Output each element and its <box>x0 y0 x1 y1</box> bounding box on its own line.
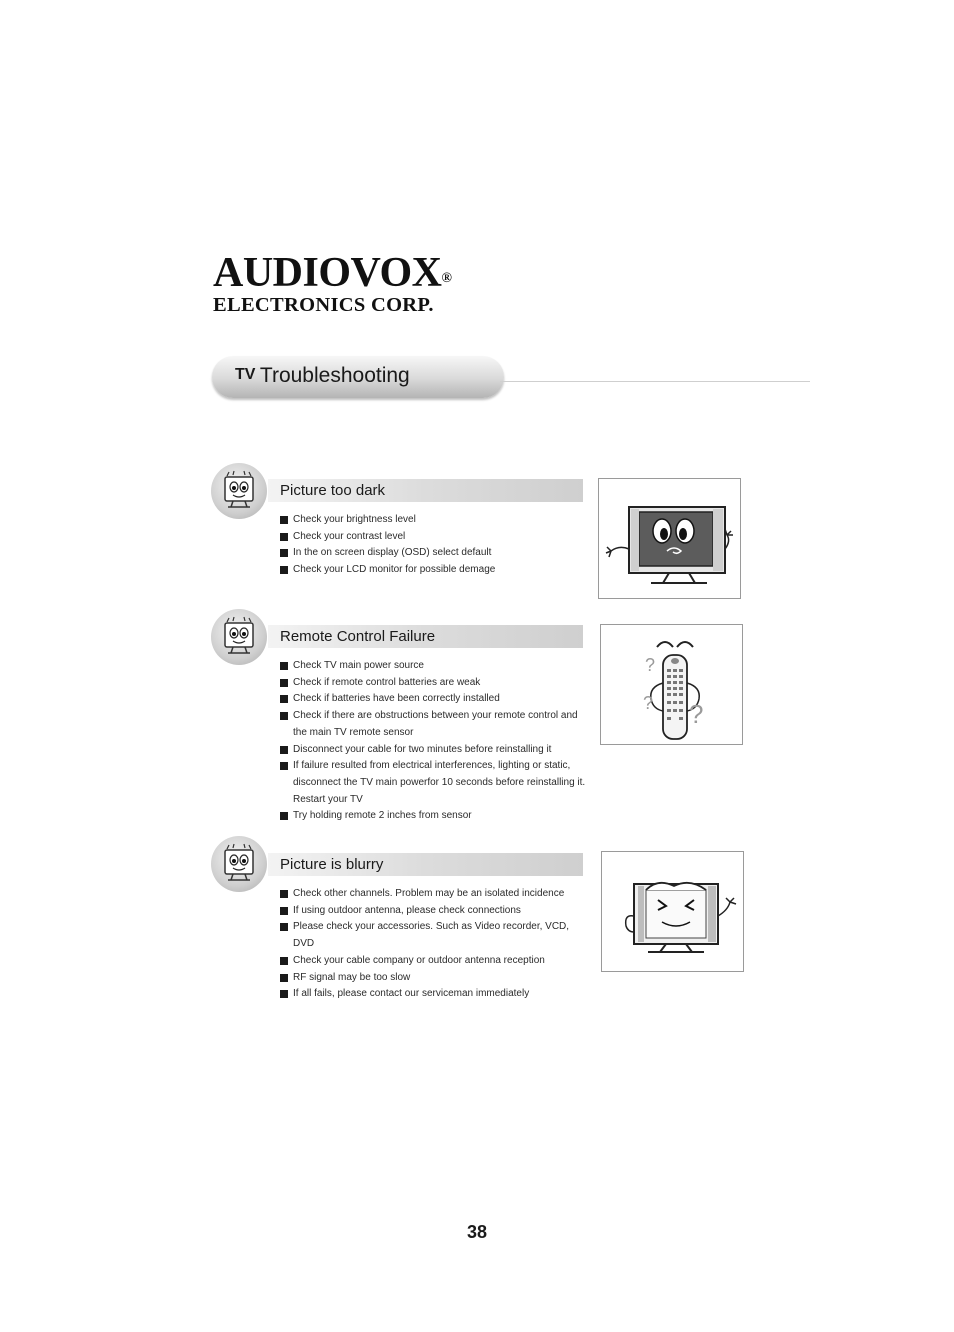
dark-tv-illustration <box>598 478 741 599</box>
list-item: Check if remote control batteries are weak <box>280 675 590 692</box>
blurry-tv-illustration <box>601 851 744 972</box>
page-title-text: Troubleshooting <box>259 364 410 387</box>
registered-mark: ® <box>441 271 452 286</box>
list-item: Check TV main power source <box>280 658 590 675</box>
square-bullet-icon <box>280 566 288 574</box>
square-bullet-icon <box>280 746 288 754</box>
list-item: If failure resulted from electrical interferences, lighting or static, disconnect the TV main powerfor 10 seconds before reinstalling it. Restart your TV <box>280 758 590 808</box>
page-title <box>235 364 410 388</box>
page-title-prefix: TV <box>235 366 256 383</box>
list-item: RF signal may be too slow <box>280 970 590 987</box>
section-title-picture-is-blurry: Picture is blurry <box>280 856 384 873</box>
list-item: Check your cable company or outdoor antenna reception <box>280 953 590 970</box>
square-bullet-icon <box>280 957 288 965</box>
list-item: Check your LCD monitor for possible demage <box>280 562 590 579</box>
square-bullet-icon <box>280 990 288 998</box>
checklist-remote-control-failure <box>280 658 590 825</box>
square-bullet-icon <box>280 923 288 931</box>
checklist-picture-too-dark <box>280 512 590 579</box>
header-divider <box>500 381 810 382</box>
list-item: Check if batteries have been correctly installed <box>280 691 590 708</box>
list-item: Check if there are obstructions between your remote control and the main TV remote sensor <box>280 708 590 741</box>
list-item: Check other channels. Problem may be an isolated incidence <box>280 886 590 903</box>
section-title-remote-control-failure: Remote Control Failure <box>280 628 436 645</box>
square-bullet-icon <box>280 533 288 541</box>
square-bullet-icon <box>280 516 288 524</box>
list-item: Disconnect your cable for two minutes before reinstalling it <box>280 742 590 759</box>
tv-mascot-icon <box>211 609 267 665</box>
list-item: Try holding remote 2 inches from sensor <box>280 808 590 825</box>
square-bullet-icon <box>280 974 288 982</box>
list-item: If using outdoor antenna, please check connections <box>280 903 590 920</box>
question-mark-icon: ? <box>689 699 704 729</box>
page-number: 38 <box>466 1222 488 1242</box>
question-mark-icon: ? <box>643 693 654 713</box>
square-bullet-icon <box>280 907 288 915</box>
list-item: In the on screen display (OSD) select default <box>280 545 590 562</box>
question-mark-icon: ? <box>645 655 656 675</box>
tv-mascot-icon <box>211 836 267 892</box>
checklist-picture-is-blurry <box>280 886 590 1003</box>
list-item: Please check your accessories. Such as Video recorder, VCD, DVD <box>280 919 590 952</box>
brand-logo <box>213 252 451 316</box>
tv-mascot-icon <box>211 463 267 519</box>
list-item: If all fails, please contact our serviceman immediately <box>280 986 590 1003</box>
brand-name: AUDIOVOX <box>213 250 442 296</box>
square-bullet-icon <box>280 762 288 770</box>
square-bullet-icon <box>280 679 288 687</box>
confused-remote-illustration <box>600 624 743 745</box>
square-bullet-icon <box>280 695 288 703</box>
list-item: Check your contrast level <box>280 529 590 546</box>
square-bullet-icon <box>280 662 288 670</box>
square-bullet-icon <box>280 812 288 820</box>
list-item: Check your brightness level <box>280 512 590 529</box>
square-bullet-icon <box>280 890 288 898</box>
square-bullet-icon <box>280 712 288 720</box>
section-title-picture-too-dark: Picture too dark <box>280 482 386 499</box>
brand-subtitle: ELECTRONICS CORP. <box>213 294 434 316</box>
square-bullet-icon <box>280 549 288 557</box>
